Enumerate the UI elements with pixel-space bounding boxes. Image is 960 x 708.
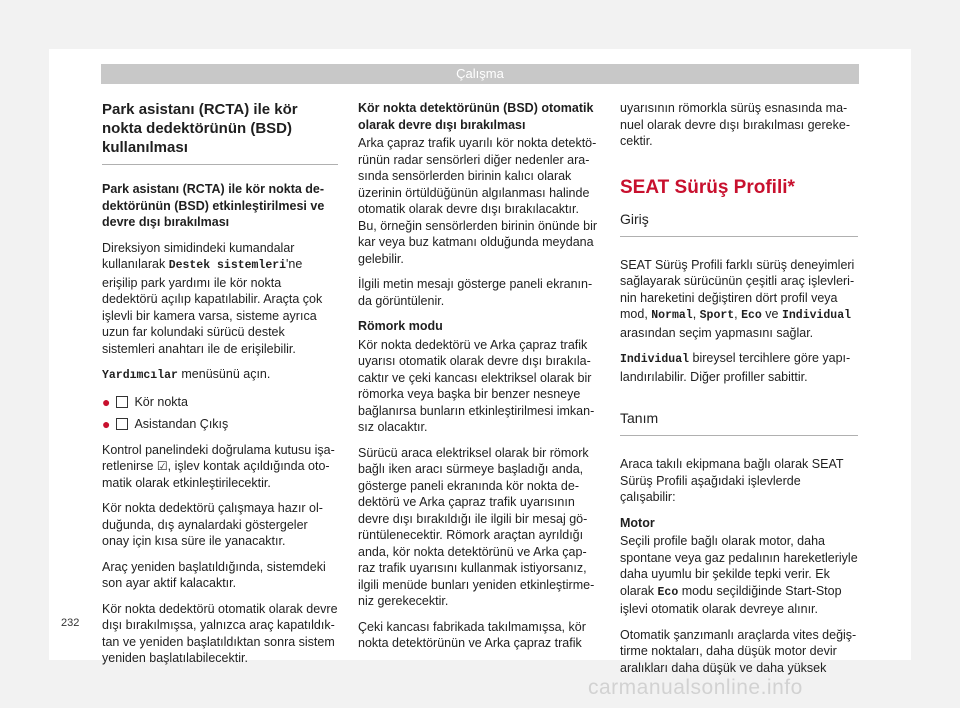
menu-name-destek-sistemleri: Destek sistemleri xyxy=(168,259,287,272)
bullet-asistandan-cikis: ● Asistandan Çıkış xyxy=(102,416,229,432)
checkbox-icon xyxy=(116,418,128,430)
col3-paragraph-1: SEAT Sürüş Profili farklı sürüş deneyimleri sağlayarak sürücünün çeşitli araç işlevlerinin hareketini değiştiren dört profil veya mod, Normal, Sport, Eco ve Individual arasından seçim yapmasını sağlar. xyxy=(620,257,855,340)
col3-paragraph-3: Araca takılı ekipmana bağlı olarak SEAT Sürüş Profili aşağıdaki işlevlerde çalışabilir: xyxy=(620,457,844,504)
col2-paragraph-5: Çeki kancası fabrikada takılmamışsa, kör nokta detektörünün ve Arka çapraz trafik xyxy=(358,619,586,650)
subheading-tanim: Tanım xyxy=(620,409,858,436)
checked-box-icon: ☑ xyxy=(156,459,168,473)
col1-paragraph-3: Kontrol panelindeki doğrulama kutusu işaretlenirse ☑, işlev kontak açıldığında otomatik olarak etkinleştirilecektir. xyxy=(102,442,335,490)
col2-paragraph-2: İlgili metin mesajı gösterge paneli ekranında görüntülenir. xyxy=(358,277,593,308)
column-1 xyxy=(102,100,338,676)
col2-heading-romork: Römork modu xyxy=(358,319,443,333)
col1-paragraph-2: Yardımcılar menüsünü açın. xyxy=(102,367,271,382)
checkbox-icon xyxy=(116,396,128,408)
col3-paragraph-0: uyarısının römorkla sürüş esnasında manuel olarak devre dışı bırakılması gerekecektir. xyxy=(620,101,850,148)
menu-name-yardimcilar: Yardımcılar xyxy=(102,369,178,382)
mode-individual-ref: Individual xyxy=(620,353,690,366)
col1-subheading: Park asistanı (RCTA) ile kör nokta dedektörünün (BSD) etkinleştirilmesi ve devre dışı bırakılması xyxy=(102,182,325,229)
col3-paragraph-2: Individual bireysel tercihlere göre yapılandırılabilir. Diğer profiller sabittir. xyxy=(620,351,851,384)
col3-paragraph-5: Otomatik şanzımanlı araçlarda vites değiştirme noktaları, daha düşük motor devir aralıkları daha düşük ve daha yüksek xyxy=(620,627,857,675)
column-3 xyxy=(620,100,858,685)
section-header-bar xyxy=(101,64,859,84)
col1-paragraph-4: Kör nokta dedektörü çalışmaya hazır olduğunda, dış aynalardaki göstergeler onay için kısa süre ile yanacaktır. xyxy=(102,501,323,548)
mode-individual: Individual xyxy=(781,309,851,322)
watermark: carmanualsonline.info xyxy=(588,676,803,699)
page-number: 232 xyxy=(61,617,80,629)
col1-paragraph-1: Direksiyon simidindeki kumandalar kullanılarak Destek sistemleri'ne erişilip park yardımı ile kör nokta dedektörü açılıp kapatılabilir. Araçta çok işlevli bir kamera varsa, sisteme ayrıca uzun far kolundaki sürücü destek sistemleri anahtarı ile de erişilebilir. xyxy=(102,240,323,356)
col3-paragraph-4: Seçili profile bağlı olarak motor, daha spontane veya gaz pedalının hareketleriyle daha uyumlu bir şekilde tepki verir. Ek olarak Eco modu seçildiğinde Start-Stop işlevi otomatik olarak devreye alınır. xyxy=(620,534,858,616)
mode-eco: Eco xyxy=(741,309,762,322)
subheading-giris: Giriş xyxy=(620,210,858,237)
col1-heading: Park asistanı (RCTA) ile kör nokta dedektörünün (BSD) kullanılması xyxy=(102,100,338,165)
col2-paragraph-4: Sürücü araca elektriksel olarak bir römork bağlı iken aracı sürmeye başladığı anda, gösterge paneli ekranında kör nokta dedektörü ve Arka çapraz trafik uyarısının devre dışı bırakıldığı ile ilgili bir mesaj görüntülenecektir. Römork araçtan ayrıldığı anda, kör nokta detektörünü ve Arka çapraz trafik uyarısını kullanmak istiyorsanız, ilgili menüde bunları yeniden etkinleştirmeniz gerekecektir. xyxy=(358,445,595,608)
col1-paragraph-5: Araç yeniden başlatıldığında, sistemdeki son ayar aktif kalacaktır. xyxy=(102,559,326,590)
col1-paragraph-6: Kör nokta dedektörü otomatik olarak devre dışı bırakılmışsa, yalnızca araç kapatıldıktan ve yeniden başlatıldıktan sonra sistem yeniden başlatılabilecektir. xyxy=(102,601,338,665)
bullet-dot-icon: ● xyxy=(102,416,111,432)
mode-eco-ref: Eco xyxy=(657,585,679,599)
section-header-title: Çalışma xyxy=(456,66,504,81)
col3-heading-motor: Motor xyxy=(620,515,655,530)
bullet-kor-nokta: ● Kör nokta xyxy=(102,393,188,410)
bullet-dot-icon: ● xyxy=(102,393,111,410)
col2-paragraph-1: Arka çapraz trafik uyarılı kör nokta detektörünün radar sensörleri diğer nedenler arasında sensörlerden birinin kalıcı olarak üzerinin örtüldüğünün algılanması halinde otomatik olarak devre dışı bırakılacaktır. Bu, örneğin sensörlerden birinin önünde bir kar veya buz katmanı olduğunda meydana gelebilir. xyxy=(358,136,598,266)
seat-drive-profile-title: SEAT Sürüş Profili* xyxy=(620,176,795,198)
col2-heading: Kör nokta detektörünün (BSD) otomatik olarak devre dışı bırakılması xyxy=(358,101,594,132)
mode-normal: Normal xyxy=(651,309,693,322)
mode-sport: Sport xyxy=(699,309,735,322)
col2-paragraph-3: Kör nokta dedektörü ve Arka çapraz trafik uyarısı otomatik olarak devre dışı bırakılacaktır ve çeki kancası elektriksel olarak bir römorka veya başka bir benzer nesneye bağlanırsa bunların etkinleştirilmesi imkansız olacaktır. xyxy=(358,337,595,434)
column-2 xyxy=(358,100,598,661)
